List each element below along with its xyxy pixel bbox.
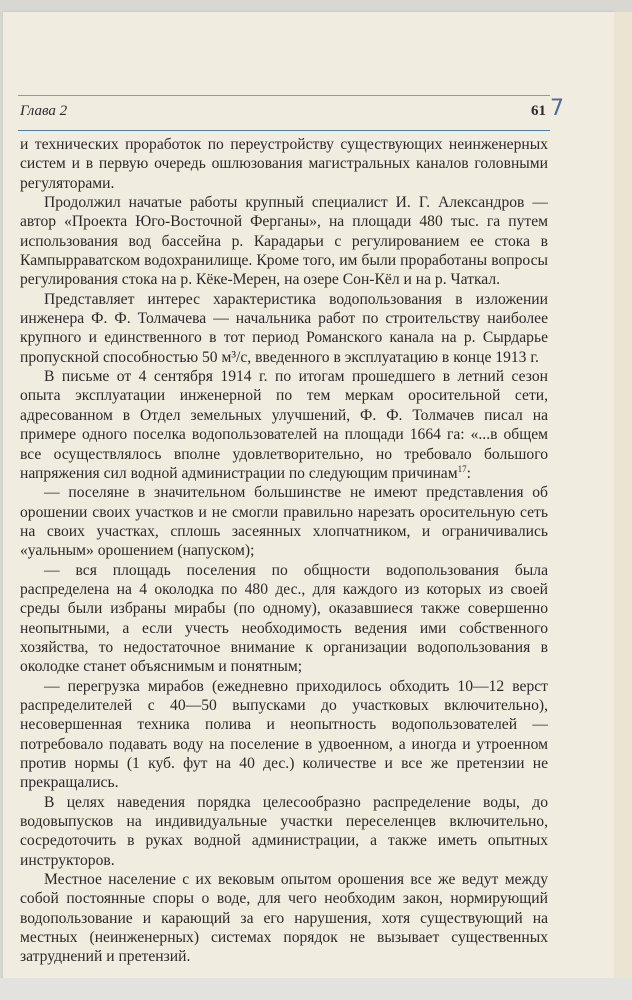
paragraph: [20, 367, 548, 483]
list-paragraph: — перегрузка мирабов (ежедневно приходилось обходить 10—12 верст распределителей с 40—50 выпусками до участковых включительно), несовершенная техника полива и неопытность водопользователей — потребовало подавать воду на поселение в удвоенном, а иногда и утроенном против нормы (1 куб. фут на 40 дес.) количестве и все же претензии не прекращались.: [20, 677, 548, 792]
chapter-title: Глава 2: [20, 103, 68, 119]
paragraph: В целях наведения порядка целесообразно распределение воды, до водовыпусков на индивидуальные участки переселенцев включительно, сосредоточить в руках водной администрации, а также иметь опытных инструкторов.: [20, 793, 548, 869]
handwritten-page-mark: 7: [550, 96, 564, 121]
list-paragraph: — вся площадь поселения по общности водопользования была распределена на 4 околодка по 480 дес., для каждого из которых из своей среды были избраны мирабы (по одному), оказавшиеся также совершенно неопытными, а если учесть необходимость ведения ими собственного хозяйства, то недостаточное внимание к организации водопользования в околодке станет объяснимым и понятным;: [20, 561, 548, 676]
paragraph-tail: :: [466, 464, 471, 482]
page-edge-strip: [614, 12, 632, 978]
running-header: [18, 95, 564, 131]
paragraph: Представляет интерес характеристика водопользования в изложении инженера Ф. Ф. Толмачева — начальника работ по строительству наиболее крупного и единственного в тот период Романского канала на р. Сырдарье пропускной способностью 50 м³/с, введенного в эксплуатацию в конце 1913 г.: [20, 290, 548, 366]
page-number: 61: [531, 103, 546, 119]
paragraph: Местное население с их вековым опытом орошения все же ведут между собой постоянные споры о воде, для чего необходим закон, нормирующий водопользование и карающий за его нарушения, хотя существующий на местных (неинженерных) системах порядок не вызывает существенных затруднений и претензий.: [20, 871, 548, 966]
paragraph-text: В письме от 4 сентября 1914 г. по итогам прошедшего в летний сезон опыта эксплуатации инженерной по тем меркам оросительной сети, адресованном в Отдел земельных улучшений, Ф. Ф. Толмачев писал на примере одного поселка водопользователей на площади 1664 га: «...в общем все осуществлялось вполне удовлетворительно, но требовало большого напряжения сил водной администрации по следующим причинам: [20, 368, 548, 482]
footnote-ref: 17: [457, 463, 467, 474]
list-paragraph: — поселяне в значительном большинстве не имеют представления об орошении своих участков и не смогли правильно нарезать оросительную сеть на своих участках, сплошь засеянных хлопчатником, и ограничивались «уальным» орошением (напуском);: [20, 484, 548, 560]
scan-bottom-margin: [0, 978, 632, 1000]
paragraph: и технических проработок по переустройству существующих неинженерных систем и в первую очередь ошлюзования магистральных каналов головными регуляторами.: [20, 136, 548, 192]
body-text: [20, 135, 548, 967]
paragraph: Продолжил начатые работы крупный специалист И. Г. Александров — автор «Проекта Юго-Восточной Ферганы», на площади 480 тыс. га путем использования вод бассейна р. Карадарьи с регулированием ее стока в Кампырраватском водохранилище. Кроме того, им были проработаны вопросы регулирования стока на р. Кёке-Мерен, на озере Сон-Кёл и на р. Чаткал.: [20, 194, 548, 289]
